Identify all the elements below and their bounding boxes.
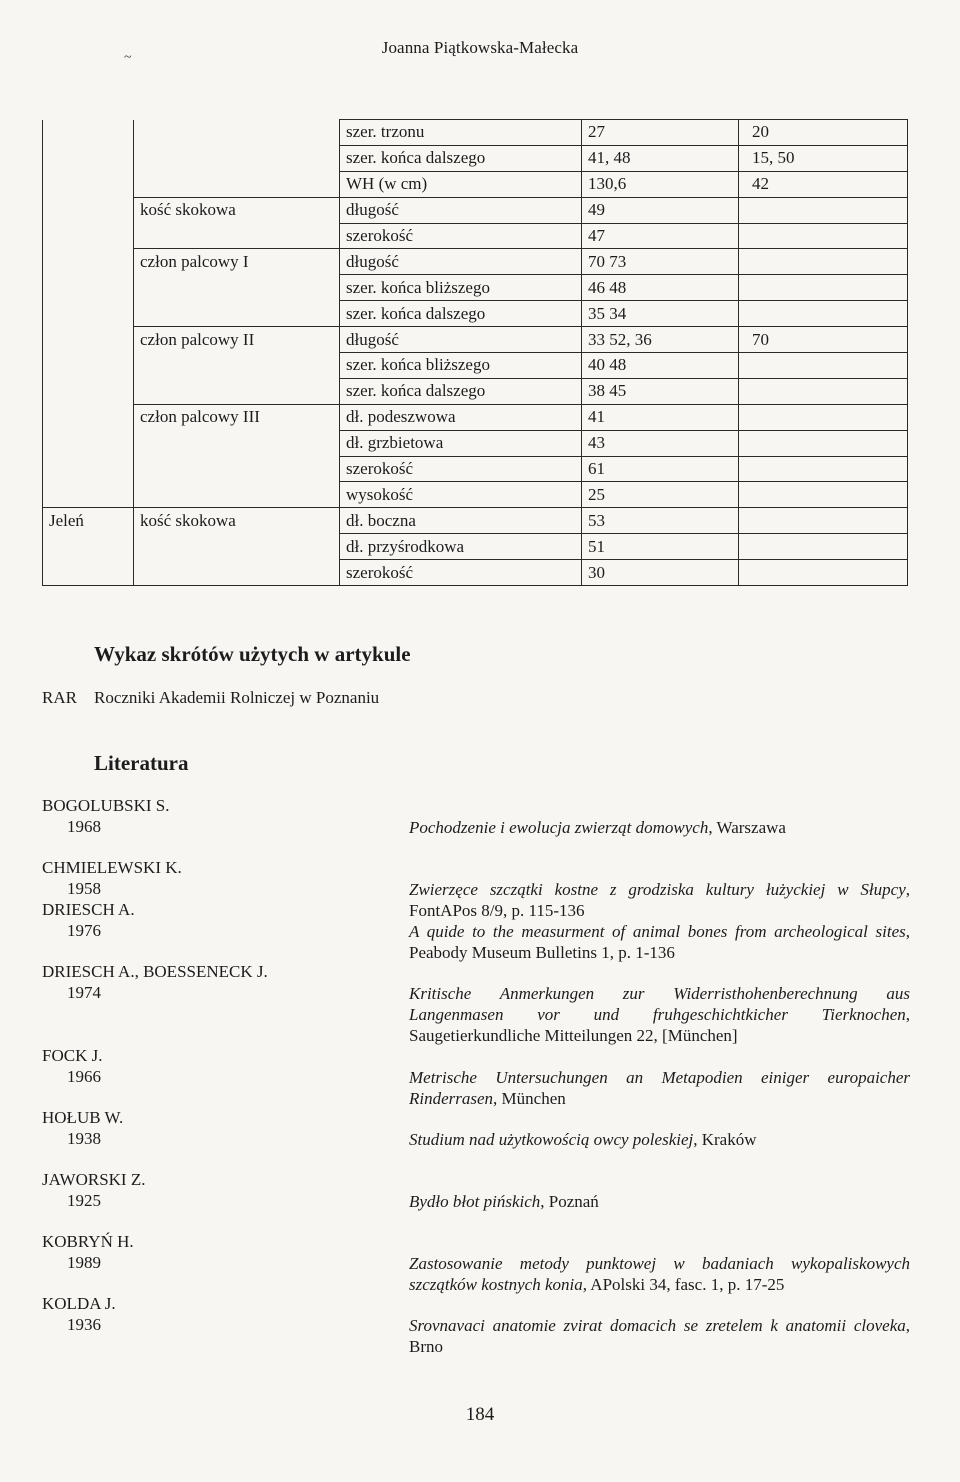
- reference-description: [409, 1315, 910, 1357]
- reference-author: DRIESCH A., BOESSENECK J.: [42, 962, 268, 981]
- measurements-table: [42, 119, 908, 586]
- cell-value-1: 40 48: [582, 353, 739, 379]
- cell-value-2: [739, 404, 908, 430]
- reference-year: 1966: [67, 1067, 101, 1086]
- reference-title: A quide to the measurment of animal bones from archeological sites: [409, 922, 906, 941]
- reference-details: , Brno: [409, 1316, 910, 1356]
- cell-bone: kość skokowa: [134, 508, 340, 534]
- reference-details: , Saugetierkundliche Mitteilungen 22, [München]: [409, 1005, 910, 1045]
- cell-species: [43, 145, 134, 171]
- cell-bone: [134, 378, 340, 404]
- reference-year: 1936: [67, 1315, 101, 1334]
- cell-species: [43, 249, 134, 275]
- scan-mark: ~: [124, 50, 132, 65]
- cell-value-2: [739, 301, 908, 327]
- cell-species: [43, 197, 134, 223]
- reference-details: , Peabody Museum Bulletins 1, p. 1-136: [409, 922, 910, 962]
- cell-value-1: 27: [582, 120, 739, 146]
- reference-description: [409, 1253, 910, 1295]
- cell-bone: [134, 534, 340, 560]
- table-row: [43, 145, 908, 171]
- cell-measurement: szer. końca dalszego: [340, 301, 582, 327]
- reference-details: , APolski 34, fasc. 1, p. 17-25: [582, 1275, 785, 1294]
- reference-description: [409, 921, 910, 963]
- cell-value-2: [739, 378, 908, 404]
- table-row: [43, 249, 908, 275]
- cell-bone: [134, 560, 340, 586]
- reference-title: Srovnavaci anatomie zvirat domacich se zretelem k anatomii cloveka: [409, 1316, 906, 1335]
- cell-measurement: szer. końca bliższego: [340, 275, 582, 301]
- cell-value-2: [739, 223, 908, 249]
- cell-measurement: dł. grzbietowa: [340, 430, 582, 456]
- reference-author: BOGOLUBSKI S.: [42, 796, 170, 815]
- cell-value-1: 43: [582, 430, 739, 456]
- cell-value-2: 20: [739, 120, 908, 146]
- reference-year: 1958: [67, 879, 101, 898]
- cell-measurement: WH (w cm): [340, 171, 582, 197]
- cell-species: [43, 120, 134, 146]
- cell-value-1: 33 52, 36: [582, 327, 739, 353]
- cell-bone: [134, 482, 340, 508]
- cell-species: [43, 482, 134, 508]
- reference-author: CHMIELEWSKI K.: [42, 858, 182, 877]
- cell-bone: [134, 301, 340, 327]
- cell-species: [43, 560, 134, 586]
- abbreviations-heading: Wykaz skrótów użytych w artykule: [94, 642, 411, 666]
- cell-value-2: [739, 508, 908, 534]
- table-row: [43, 223, 908, 249]
- reference-title: Studium nad użytkowością owcy poleskiej: [409, 1130, 694, 1149]
- reference-details: , München: [493, 1089, 566, 1108]
- reference-description: [409, 983, 910, 1046]
- cell-value-2: [739, 249, 908, 275]
- cell-value-2: 70: [739, 327, 908, 353]
- cell-species: [43, 456, 134, 482]
- reference-title: Kritische Anmerkungen zur Widerristhohenberechnung aus Langenmasen vor und fruhgeschichtkicher Tierknochen: [409, 984, 910, 1024]
- cell-bone: kość skokowa: [134, 197, 340, 223]
- table-row: [43, 404, 908, 430]
- running-head: Joanna Piątkowska-Małecka: [381, 38, 579, 57]
- reference-author: KOLDA J.: [42, 1294, 116, 1313]
- reference-description: [409, 817, 910, 838]
- cell-value-2: 15, 50: [739, 145, 908, 171]
- reference-author: KOBRYŃ H.: [42, 1232, 134, 1251]
- table-row: [43, 197, 908, 223]
- reference-details: , Warszawa: [708, 818, 786, 837]
- reference-title: Metrische Untersuchungen an Metapodien einiger europaicher Rinderrasen: [409, 1068, 910, 1108]
- cell-bone: [134, 120, 340, 146]
- cell-value-2: [739, 275, 908, 301]
- cell-bone: [134, 171, 340, 197]
- cell-value-1: 47: [582, 223, 739, 249]
- reference-title: Zastosowanie metody punktowej w badaniach wykopaliskowych szczątków kostnych konia: [409, 1254, 910, 1294]
- cell-value-2: [739, 560, 908, 586]
- table-row: [43, 456, 908, 482]
- abbreviation-item: [42, 688, 379, 708]
- table-row: [43, 171, 908, 197]
- cell-value-1: 61: [582, 456, 739, 482]
- cell-value-2: [739, 482, 908, 508]
- table-row: [43, 560, 908, 586]
- cell-measurement: szerokość: [340, 560, 582, 586]
- cell-species: [43, 223, 134, 249]
- cell-species: [43, 430, 134, 456]
- reference-details: , Poznań: [540, 1192, 599, 1211]
- cell-value-1: 41, 48: [582, 145, 739, 171]
- table-row: [43, 378, 908, 404]
- reference-title: Bydło błot pińskich: [409, 1192, 541, 1211]
- cell-value-2: [739, 353, 908, 379]
- cell-species: [43, 301, 134, 327]
- cell-bone: [134, 353, 340, 379]
- reference-title: Zwierzęce szczątki kostne z grodziska kultury łużyckiej w Słupcy: [409, 880, 906, 899]
- table-row: [43, 120, 908, 146]
- literature-heading: Literatura: [94, 751, 189, 775]
- cell-measurement: szerokość: [340, 456, 582, 482]
- reference-year: 1974: [67, 983, 101, 1002]
- table-row: [43, 301, 908, 327]
- cell-species: [43, 378, 134, 404]
- page-number: 184: [465, 1404, 495, 1425]
- cell-value-2: 42: [739, 171, 908, 197]
- cell-measurement: szer. końca dalszego: [340, 145, 582, 171]
- cell-measurement: długość: [340, 327, 582, 353]
- cell-value-2: [739, 430, 908, 456]
- abbreviation-code: RAR: [42, 688, 77, 707]
- cell-measurement: dł. podeszwowa: [340, 404, 582, 430]
- table-row: [43, 430, 908, 456]
- reference-year: 1976: [67, 921, 101, 940]
- cell-bone: [134, 430, 340, 456]
- reference-description: [409, 1067, 910, 1109]
- cell-measurement: szer. końca dalszego: [340, 378, 582, 404]
- reference-description: [409, 1191, 910, 1212]
- reference-description: [409, 1129, 910, 1150]
- cell-value-1: 38 45: [582, 378, 739, 404]
- cell-measurement: wysokość: [340, 482, 582, 508]
- cell-species: [43, 534, 134, 560]
- cell-bone: [134, 223, 340, 249]
- measurements-table-body: [43, 120, 908, 586]
- table-row: [43, 508, 908, 534]
- reference-title: Pochodzenie i ewolucja zwierząt domowych: [409, 818, 709, 837]
- cell-measurement: szer. trzonu: [340, 120, 582, 146]
- reference-year: 1925: [67, 1191, 101, 1210]
- cell-species: [43, 404, 134, 430]
- cell-bone: człon palcowy II: [134, 327, 340, 353]
- table-row: [43, 353, 908, 379]
- reference-year: 1938: [67, 1129, 101, 1148]
- cell-measurement: długość: [340, 249, 582, 275]
- abbreviation-text: Roczniki Akademii Rolniczej w Poznaniu: [94, 688, 380, 707]
- reference-description: [409, 879, 910, 921]
- cell-bone: człon palcowy I: [134, 249, 340, 275]
- cell-measurement: dł. przyśrodkowa: [340, 534, 582, 560]
- cell-value-1: 49: [582, 197, 739, 223]
- cell-value-1: 35 34: [582, 301, 739, 327]
- reference-details: , FontAPos 8/9, p. 115-136: [409, 880, 910, 920]
- cell-value-2: [739, 456, 908, 482]
- cell-value-1: 53: [582, 508, 739, 534]
- reference-year: 1989: [67, 1253, 101, 1272]
- cell-measurement: szerokość: [340, 223, 582, 249]
- cell-measurement: długość: [340, 197, 582, 223]
- cell-species: [43, 171, 134, 197]
- cell-value-1: 130,6: [582, 171, 739, 197]
- cell-bone: [134, 456, 340, 482]
- cell-value-1: 25: [582, 482, 739, 508]
- cell-value-1: 70 73: [582, 249, 739, 275]
- cell-value-2: [739, 534, 908, 560]
- table-row: [43, 275, 908, 301]
- reference-author: JAWORSKI Z.: [42, 1170, 146, 1189]
- reference-year: 1968: [67, 817, 101, 836]
- reference-author: HOŁUB W.: [42, 1108, 124, 1127]
- table-row: [43, 327, 908, 353]
- cell-species: Jeleń: [43, 508, 134, 534]
- reference-author: DRIESCH A.: [42, 900, 135, 919]
- cell-species: [43, 327, 134, 353]
- reference-author: FOCK J.: [42, 1046, 103, 1065]
- cell-measurement: szer. końca bliższego: [340, 353, 582, 379]
- cell-measurement: dł. boczna: [340, 508, 582, 534]
- cell-value-1: 30: [582, 560, 739, 586]
- cell-bone: [134, 275, 340, 301]
- cell-value-1: 51: [582, 534, 739, 560]
- cell-value-2: [739, 197, 908, 223]
- cell-value-1: 41: [582, 404, 739, 430]
- cell-value-1: 46 48: [582, 275, 739, 301]
- table-row: [43, 482, 908, 508]
- cell-bone: [134, 145, 340, 171]
- cell-bone: człon palcowy III: [134, 404, 340, 430]
- cell-species: [43, 275, 134, 301]
- table-row: [43, 534, 908, 560]
- cell-species: [43, 353, 134, 379]
- reference-details: , Kraków: [693, 1130, 757, 1149]
